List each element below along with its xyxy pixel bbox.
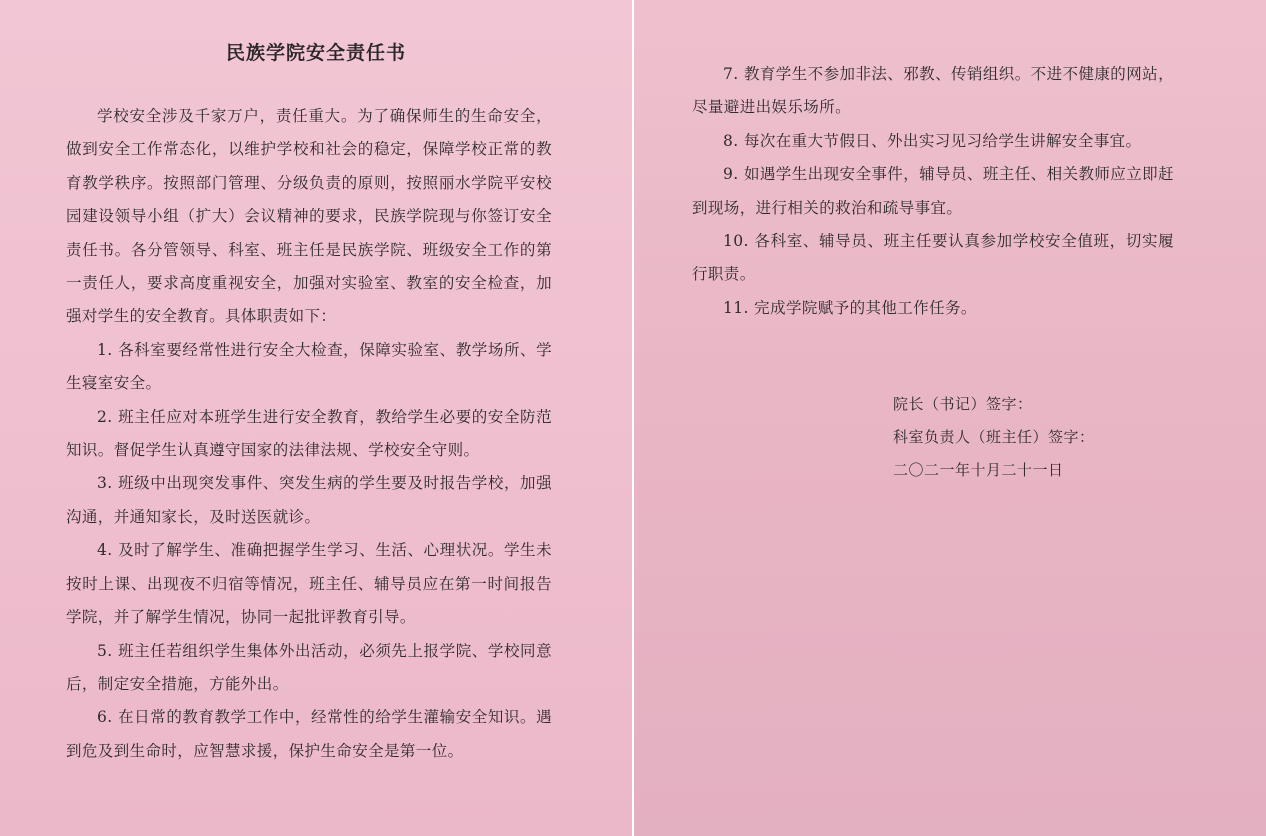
duty-item-6: 6. 在日常的教育教学工作中，经常性的给学生灌输安全知识。遇到危及到生命时，应智慧求援，保护生命安全是第一位。 — [66, 708, 552, 760]
intro-paragraph: 学校安全涉及千家万户，责任重大。为了确保师生的生命安全，做到安全工作常态化，以维护学校和社会的稳定，保障学校正常的教育教学秩序。按照部门管理、分级负责的原则，按照丽水学院平安校园建设领导小组（扩大）会议精神的要求，民族学院现与你签订安全责任书。各分管领导、科室、班主任是民族学院、班级安全工作的第一责任人，要求高度重视安全，加强对实验室、教室的安全检查，加强对学生的安全教育。具体职责如下： — [66, 107, 552, 326]
duty-item-7: 7. 教育学生不参加非法、邪教、传销组织。不进不健康的网站，尽量避进出娱乐场所。 — [692, 65, 1174, 117]
duty-item-5: 5. 班主任若组织学生集体外出活动，必须先上报学院、学校同意后，制定安全措施，方能外出。 — [66, 641, 552, 693]
document-body-right — [692, 58, 1174, 325]
section-head-signature-label: 科室负责人（班主任）签字： — [893, 428, 1095, 446]
duty-item-10: 10. 各科室、辅导员、班主任要认真参加学校安全值班，切实履行职责。 — [692, 232, 1174, 284]
signing-date: 二〇二一年十月二十一日 — [893, 461, 1064, 479]
duty-item-2: 2. 班主任应对本班学生进行安全教育，教给学生必要的安全防范知识。督促学生认真遵守国家的法律法规、学校安全守则。 — [66, 407, 552, 460]
duty-item-4: 4. 及时了解学生、准确把握学生学习、生活、心理状况。学生未按时上课、出现夜不归宿等情况，班主任、辅导员应在第一时间报告学院，并了解学生情况，协同一起批评教育引导。 — [66, 541, 552, 627]
duty-item-9: 9. 如遇学生出现安全事件，辅导员、班主任、相关教师应立即赶到现场，进行相关的救治和疏导事宜。 — [692, 165, 1174, 217]
document-body-left — [66, 100, 552, 768]
dean-signature-label: 院长（书记）签字： — [893, 395, 1033, 413]
duty-item-1: 1. 各科室要经常性进行安全大检查，保障实验室、教学场所、学生寝室安全。 — [66, 340, 552, 393]
duty-item-8: 8. 每次在重大节假日、外出实习见习给学生讲解安全事宜。 — [723, 131, 1142, 150]
document-title: 民族学院安全责任书 — [225, 42, 406, 64]
signature-block — [893, 388, 1193, 487]
page-left — [0, 0, 632, 836]
duty-item-11: 11. 完成学院赋予的其他工作任务。 — [723, 298, 977, 317]
duty-item-3: 3. 班级中出现突发事件、突发生病的学生要及时报告学校，加强沟通，并通知家长，及时送医就诊。 — [66, 474, 552, 526]
